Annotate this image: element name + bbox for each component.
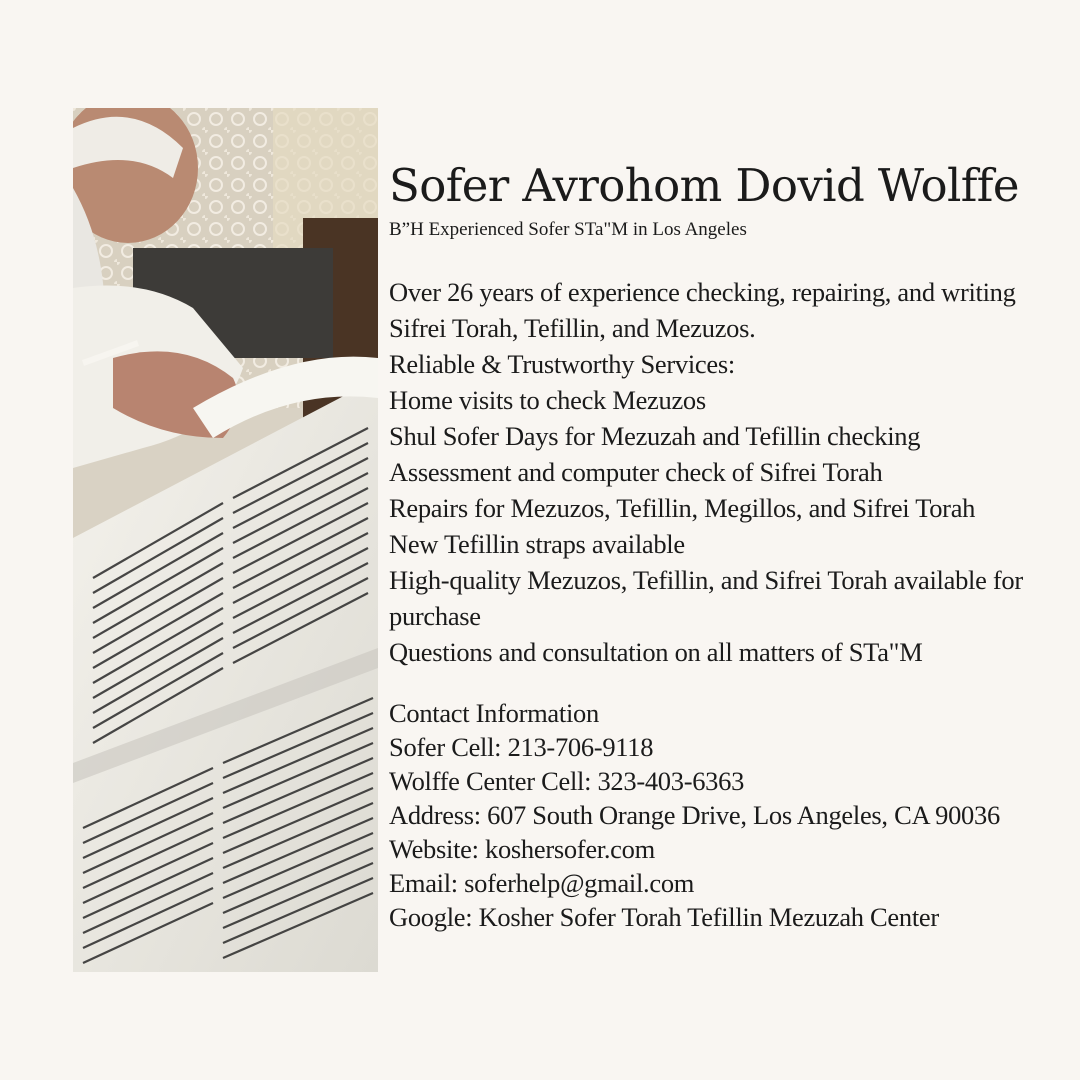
service-item: New Tefillin straps available <box>389 529 685 559</box>
contact-section <box>389 696 1077 934</box>
google-listing: Google: Kosher Sofer Torah Tefillin Mezuzah Center <box>389 902 939 932</box>
service-item: Repairs for Mezuzos, Tefillin, Megillos, and Sifrei Torah <box>389 493 976 523</box>
service-item: Home visits to check Mezuzos <box>389 385 706 415</box>
center-cell: Wolffe Center Cell: 323-403-6363 <box>389 766 745 796</box>
address: Address: 607 South Orange Drive, Los Angeles, CA 90036 <box>389 800 1000 830</box>
sofer-cell: Sofer Cell: 213-706-9118 <box>389 732 654 762</box>
services-section <box>389 274 1077 670</box>
email: Email: soferhelp@gmail.com <box>389 868 695 898</box>
service-item: Shul Sofer Days for Mezuzah and Tefillin checking <box>389 421 921 451</box>
intro-line-1: Over 26 years of experience checking, repairing, and writing <box>389 277 1016 307</box>
sofer-writing-photo <box>73 108 378 972</box>
service-item: Questions and consultation on all matters of STa"M <box>389 637 923 667</box>
website: Website: koshersofer.com <box>389 834 655 864</box>
content-column <box>389 158 1077 934</box>
services-heading: Reliable & Trustworthy Services: <box>389 349 735 379</box>
contact-heading: Contact Information <box>389 698 599 728</box>
intro-line-2: Sifrei Torah, Tefillin, and Mezuzos. <box>389 313 756 343</box>
service-item: High-quality Mezuzos, Tefillin, and Sifrei Torah available for purchase <box>389 565 1023 631</box>
page-title: Sofer Avrohom Dovid Wolffe <box>389 159 1019 212</box>
page-subtitle: B”H Experienced Sofer STa"M in Los Angeles <box>389 219 747 240</box>
service-item: Assessment and computer check of Sifrei Torah <box>389 457 883 487</box>
